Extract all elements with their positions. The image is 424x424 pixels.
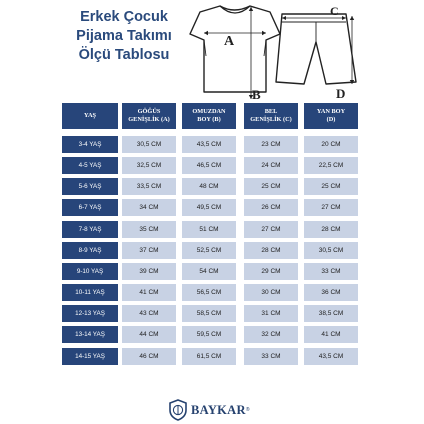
cell-waist-width: 33 CM [244,348,298,365]
label-b: B [252,87,261,102]
cell-shoulder-length: 49,5 CM [182,199,236,216]
garment-illustration [180,0,370,102]
cell-chest-width: 41 CM [122,284,176,301]
cell-chest-width: 32,5 CM [122,157,176,174]
brand-logo [168,399,250,421]
cell-age: 14-15 YAŞ [62,348,118,365]
label-a: A [224,34,235,49]
cell-age: 10-11 YAŞ [62,284,118,301]
table-row [62,326,358,343]
cell-shoulder-length: 56,5 CM [182,284,236,301]
cell-age: 5-6 YAŞ [62,178,118,195]
cell-age: 7-8 YAŞ [62,221,118,238]
shorts-icon [276,14,356,84]
cell-waist-width: 23 CM [244,136,298,153]
cell-waist-width: 31 CM [244,305,298,322]
cell-side-length: 43,5 CM [304,348,358,365]
cell-chest-width: 44 CM [122,326,176,343]
cell-age: 13-14 YAŞ [62,326,118,343]
tshirt-icon [190,6,280,92]
title-line-1: Erkek Çocuk [80,9,168,25]
cell-chest-width: 37 CM [122,242,176,259]
header-shoulder-length: OMUZDAN BOY (B) [182,103,236,129]
cell-chest-width: 30,5 CM [122,136,176,153]
cell-chest-width: 35 CM [122,221,176,238]
cell-side-length: 28 CM [304,221,358,238]
table-row [62,263,358,280]
cell-chest-width: 39 CM [122,263,176,280]
table-row [62,221,358,238]
cell-side-length: 41 CM [304,326,358,343]
cell-shoulder-length: 52,5 CM [182,242,236,259]
table-row [62,305,358,322]
cell-age: 4-5 YAŞ [62,157,118,174]
cell-side-length: 38,5 CM [304,305,358,322]
cell-chest-width: 43 CM [122,305,176,322]
cell-age: 3-4 YAŞ [62,136,118,153]
table-row [62,178,358,195]
cell-shoulder-length: 51 CM [182,221,236,238]
cell-waist-width: 25 CM [244,178,298,195]
table-row [62,199,358,216]
table-row [62,136,358,153]
cell-chest-width: 33,5 CM [122,178,176,195]
cell-waist-width: 26 CM [244,199,298,216]
cell-chest-width: 34 CM [122,199,176,216]
cell-shoulder-length: 59,5 CM [182,326,236,343]
shield-icon [168,399,188,421]
cell-shoulder-length: 61,5 CM [182,348,236,365]
brand-registered-mark: ® [245,407,250,413]
label-d: D [336,86,346,101]
cell-waist-width: 27 CM [244,221,298,238]
cell-shoulder-length: 54 CM [182,263,236,280]
cell-waist-width: 30 CM [244,284,298,301]
cell-waist-width: 29 CM [244,263,298,280]
chart-title [54,8,194,65]
cell-chest-width: 46 CM [122,348,176,365]
cell-shoulder-length: 46,5 CM [182,157,236,174]
cell-side-length: 30,5 CM [304,242,358,259]
cell-age: 6-7 YAŞ [62,199,118,216]
cell-side-length: 20 CM [304,136,358,153]
header-chest-width: GÖĞÜS GENİŞLİK (A) [122,103,176,129]
header-waist-width: BEL GENİŞLİK (C) [244,103,298,129]
header-age: YAŞ [62,103,118,129]
cell-waist-width: 24 CM [244,157,298,174]
cell-side-length: 25 CM [304,178,358,195]
cell-side-length: 27 CM [304,199,358,216]
table-row [62,348,358,365]
brand-name: BAYKAR [191,402,246,417]
title-line-3: Ölçü Tablosu [78,47,170,63]
cell-shoulder-length: 43,5 CM [182,136,236,153]
cell-age: 8-9 YAŞ [62,242,118,259]
label-c: C [330,4,339,18]
cell-shoulder-length: 58,5 CM [182,305,236,322]
cell-age: 9-10 YAŞ [62,263,118,280]
cell-waist-width: 32 CM [244,326,298,343]
table-row [62,157,358,174]
table-row [62,284,358,301]
cell-side-length: 33 CM [304,263,358,280]
table-row [62,242,358,259]
cell-waist-width: 28 CM [244,242,298,259]
header-side-length: YAN BOY (D) [304,103,358,129]
cell-shoulder-length: 48 CM [182,178,236,195]
cell-side-length: 22,5 CM [304,157,358,174]
cell-side-length: 36 CM [304,284,358,301]
cell-age: 12-13 YAŞ [62,305,118,322]
title-line-2: Pijama Takımı [76,28,172,44]
